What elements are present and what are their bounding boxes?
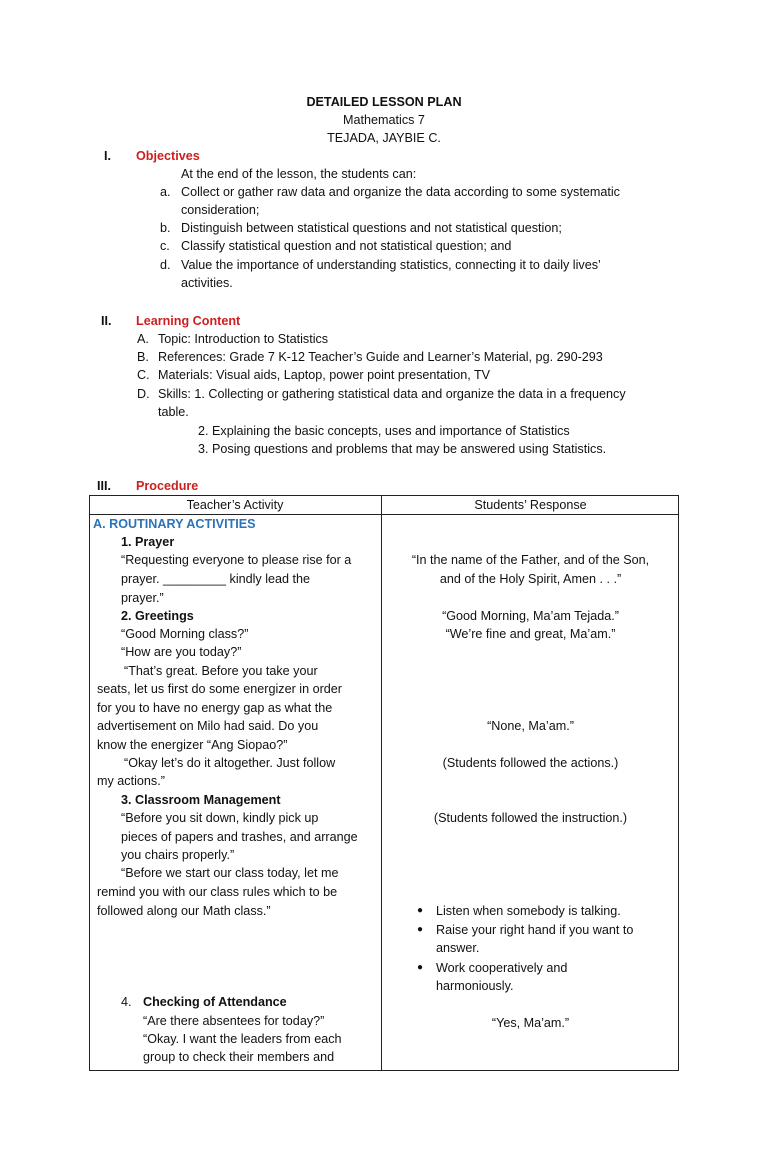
content-number: II. [101, 314, 112, 328]
objective-text: Classify statistical question and not statistical question; and [181, 239, 512, 253]
content-letter: C. [137, 368, 150, 382]
author-line: TEJADA, JAYBIE C. [327, 131, 441, 145]
content-letter: A. [137, 332, 149, 346]
rule-item: Listen when somebody is talking. [436, 904, 621, 918]
teacher-line: “Requesting everyone to please rise for a [121, 553, 352, 567]
content-text: References: Grade 7 K-12 Teacher’s Guide and Learner’s Material, pg. 290-293 [158, 350, 603, 364]
student-response: “Yes, Ma’am.” [491, 1016, 570, 1030]
objective-letter: d. [160, 258, 171, 272]
student-response: “Good Morning, Ma’am Tejada.” [442, 609, 619, 623]
content-letter: B. [137, 350, 149, 364]
procedure-number: III. [97, 479, 111, 493]
objective-text: Collect or gather raw data and organize the data according to some systematic [181, 185, 620, 199]
attendance-heading: Checking of Attendance [143, 995, 287, 1009]
teacher-line: prayer. _________ kindly lead the [121, 572, 311, 586]
student-response: “None, Ma’am.” [487, 719, 574, 733]
objective-letter: c. [160, 239, 170, 253]
objective-letter: a. [160, 185, 171, 199]
students-column-header: Students’ Response [474, 498, 587, 512]
rule-item: Raise your right hand if you want to [436, 923, 634, 937]
objective-text: Distinguish between statistical questions and not statistical question; [181, 221, 562, 235]
objective-text: activities. [181, 276, 233, 290]
objective-letter: b. [160, 221, 171, 235]
teacher-line: you chairs properly.” [121, 848, 235, 862]
teacher-line: followed along our Math class.” [97, 904, 271, 918]
teacher-line: “Before we start our class today, let me [121, 866, 339, 880]
bullet-icon: ● [417, 962, 424, 973]
teacher-line: advertisement on Milo had said. Do you [97, 719, 319, 733]
teacher-line: “That’s great. Before you take your [124, 664, 318, 678]
content-skill: 3. Posing questions and problems that may be answered using Statistics. [198, 442, 607, 456]
objectives-heading: Objectives [136, 149, 200, 163]
bullet-icon: ● [417, 905, 424, 916]
teacher-line: pieces of papers and trashes, and arrange [121, 830, 358, 844]
teacher-line: my actions.” [97, 774, 165, 788]
content-text: Skills: 1. Collecting or gathering statistical data and organize the data in a frequency [158, 387, 626, 401]
teacher-line: “How are you today?” [121, 645, 242, 659]
document-title: DETAILED LESSON PLAN [306, 95, 462, 109]
teacher-line: “Okay. I want the leaders from each [143, 1032, 342, 1046]
content-skill: 2. Explaining the basic concepts, uses and importance of Statistics [198, 424, 570, 438]
student-response: “In the name of the Father, and of the Son, [411, 553, 650, 567]
procedure-heading: Procedure [136, 479, 199, 493]
teacher-column-header: Teacher’s Activity [186, 498, 284, 512]
teacher-line: group to check their members and [143, 1050, 335, 1064]
student-response: (Students followed the instruction.) [433, 811, 628, 825]
bullet-icon: ● [417, 924, 424, 935]
content-text: table. [158, 405, 189, 419]
objectives-intro: At the end of the lesson, the students can: [181, 167, 417, 181]
section-routinary: A. ROUTINARY ACTIVITIES [93, 517, 256, 531]
student-response: “We’re fine and great, Ma’am.” [445, 627, 616, 641]
objectives-number: I. [104, 149, 111, 163]
teacher-line: “Before you sit down, kindly pick up [121, 811, 319, 825]
teacher-line: know the energizer “Ang Siopao?” [97, 738, 288, 752]
content-heading: Learning Content [136, 314, 241, 328]
student-response: (Students followed the actions.) [442, 756, 619, 770]
teacher-line: “Good Morning class?” [121, 627, 249, 641]
teacher-line: remind you with our class rules which to be [97, 885, 338, 899]
rule-item: Work cooperatively and [436, 961, 568, 975]
content-letter: D. [137, 387, 150, 401]
attendance-number: 4. [121, 995, 132, 1009]
teacher-line: for you to have no energy gap as what the [97, 701, 333, 715]
teacher-line: prayer.” [121, 591, 164, 605]
rule-item: answer. [436, 941, 480, 955]
teacher-line: “Are there absentees for today?” [143, 1014, 325, 1028]
content-text: Topic: Introduction to Statistics [158, 332, 329, 346]
subject-line: Mathematics 7 [343, 113, 425, 127]
objective-text: consideration; [181, 203, 260, 217]
content-text: Materials: Visual aids, Laptop, power point presentation, TV [158, 368, 491, 382]
prayer-heading: 1. Prayer [121, 535, 175, 549]
teacher-line: “Okay let’s do it altogether. Just follow [124, 756, 336, 770]
rule-item: harmoniously. [436, 979, 514, 993]
student-response: and of the Holy Spirit, Amen . . .” [439, 572, 622, 586]
teacher-line: seats, let us first do some energizer in order [97, 682, 342, 696]
management-heading: 3. Classroom Management [121, 793, 281, 807]
objective-text: Value the importance of understanding statistics, connecting it to daily lives’ [181, 258, 601, 272]
greetings-heading: 2. Greetings [121, 609, 194, 623]
